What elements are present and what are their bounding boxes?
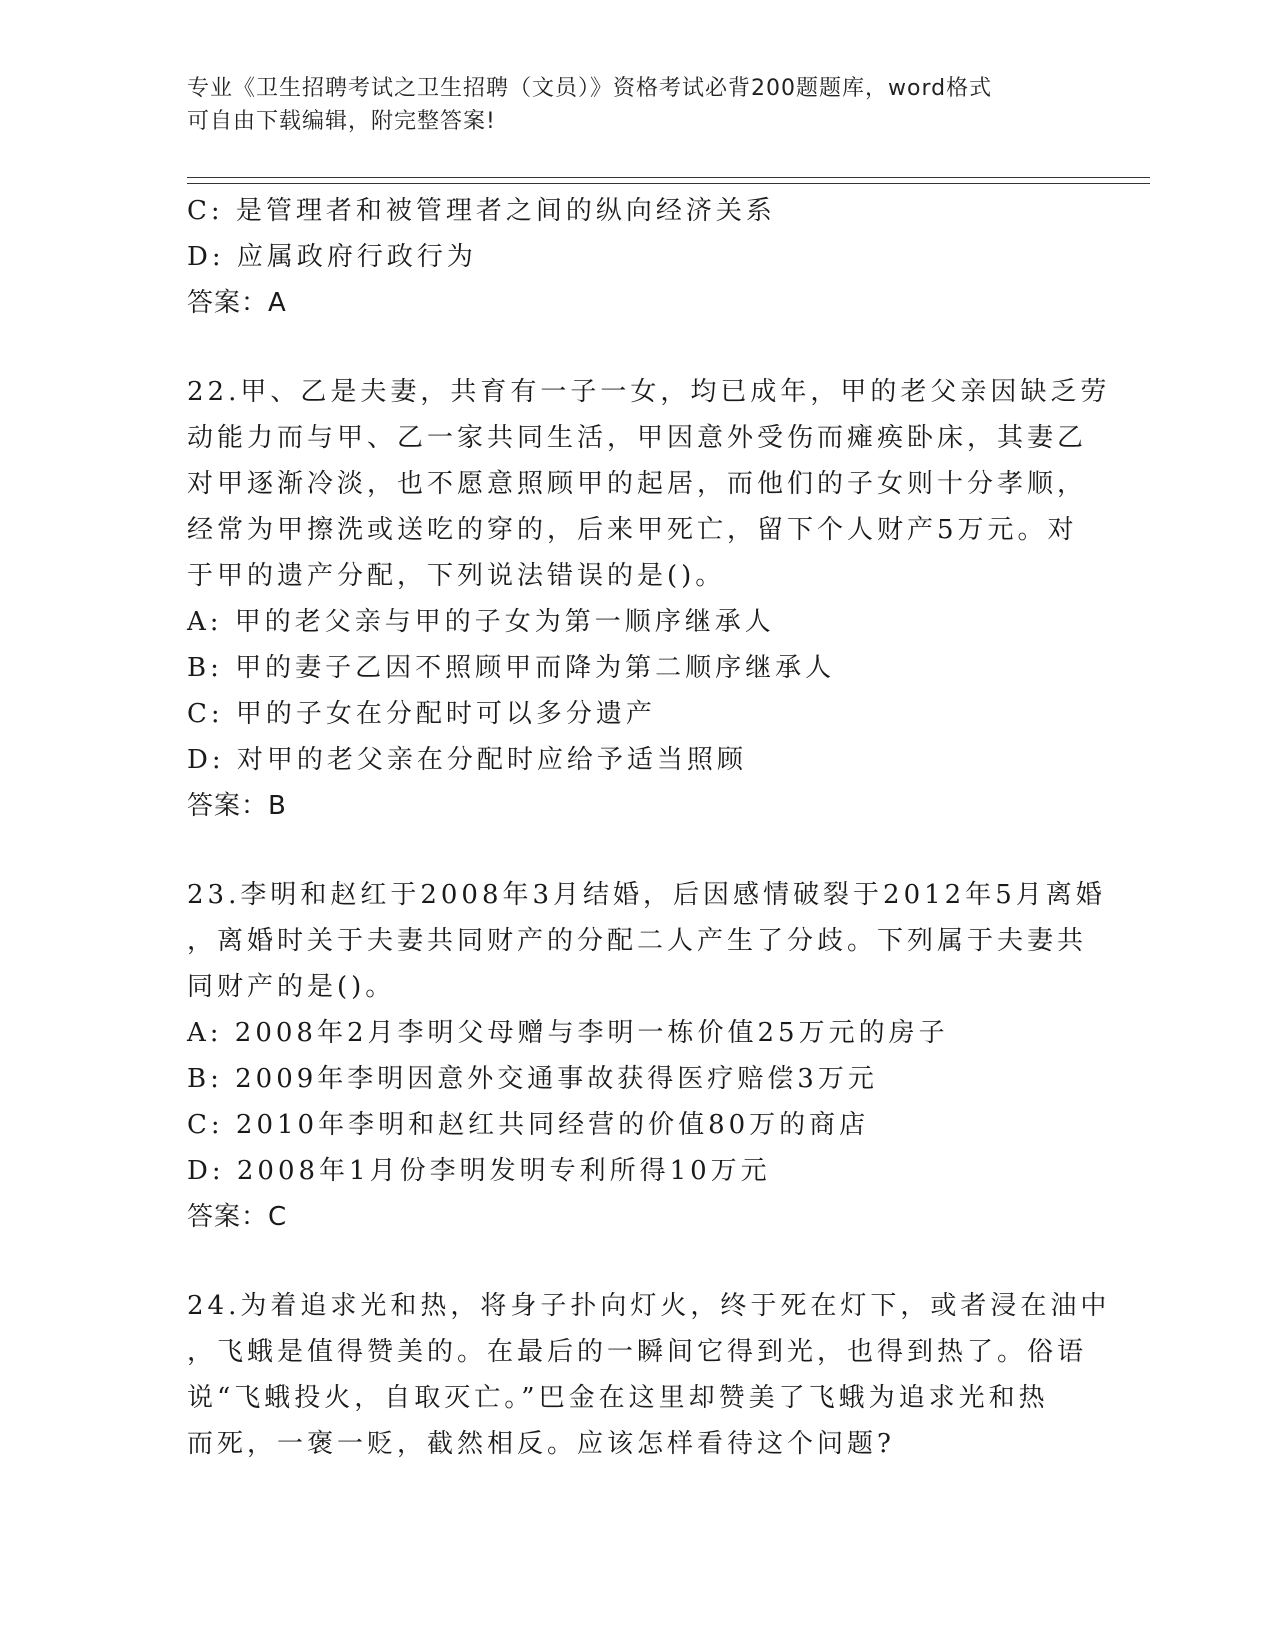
header-divider-top xyxy=(187,177,1150,178)
option-c: C: 是管理者和被管理者之间的纵向经济关系 xyxy=(187,196,776,226)
question-text-line: 经常为甲擦洗或送吃的穿的，后来甲死亡，留下个人财产5万元。对 xyxy=(187,515,1078,545)
option-d: D: 对甲的老父亲在分配时应给予适当照顾 xyxy=(187,745,747,775)
header-title-line-1: 专业《卫生招聘考试之卫生招聘（文员）》资格考试必背200题题库，word格式 xyxy=(187,76,993,101)
question-text-line: 22.甲、乙是夫妻，共育有一子一女，均已成年，甲的老父亲因缺乏劳 xyxy=(187,377,1111,407)
option-a: A: 2008年2月李明父母赠与李明一栋价值25万元的房子 xyxy=(187,1018,949,1048)
question-text-line: 对甲逐渐冷淡，也不愿意照顾甲的起居，而他们的子女则十分孝顺， xyxy=(187,469,1088,499)
question-text-line: 23.李明和赵红于2008年3月结婚，后因感情破裂于2012年5月离婚 xyxy=(187,880,1106,910)
option-b: B: 甲的妻子乙因不照顾甲而降为第二顺序继承人 xyxy=(187,653,836,683)
spacer xyxy=(187,829,1087,872)
document-header xyxy=(187,72,1067,138)
option-d: D: 2008年1月份李明发明专利所得10万元 xyxy=(187,1156,771,1186)
question-24 xyxy=(187,1283,1111,1467)
question-text-line: 而死，一褒一贬，截然相反。应该怎样看待这个问题? xyxy=(187,1429,895,1459)
option-c: C: 2010年李明和赵红共同经营的价值80万的商店 xyxy=(187,1110,870,1140)
spacer xyxy=(187,326,1087,369)
question-text-line: 于甲的遗产分配，下列说法错误的是()。 xyxy=(187,561,726,591)
option-d: D: 应属政府行政行为 xyxy=(187,242,477,272)
question-text-line: 同财产的是()。 xyxy=(187,972,396,1002)
answer-line: 答案：C xyxy=(187,1202,288,1232)
question-22 xyxy=(187,369,1111,829)
option-c: C: 甲的子女在分配时可以多分遗产 xyxy=(187,699,656,729)
header-divider-bottom xyxy=(187,183,1150,184)
option-b: B: 2009年李明因意外交通事故获得医疗赔偿3万元 xyxy=(187,1064,878,1094)
header-title-line-2: 可自由下载编辑，附完整答案! xyxy=(187,109,496,134)
question-text-line: 24.为着追求光和热，将身子扑向灯火，终于死在灯下，或者浸在油中 xyxy=(187,1291,1111,1321)
answer-line: 答案：A xyxy=(187,288,287,318)
question-23 xyxy=(187,872,1106,1240)
question-text-line: ，飞蛾是值得赞美的。在最后的一瞬间它得到光，也得到热了。俗语 xyxy=(187,1337,1088,1367)
answer-line: 答案：B xyxy=(187,791,287,821)
spacer xyxy=(187,1240,1087,1283)
option-a: A: 甲的老父亲与甲的子女为第一顺序继承人 xyxy=(187,607,775,637)
question-list xyxy=(187,188,1111,1467)
question-text-line: ，离婚时关于夫妻共同财产的分配二人产生了分歧。下列属于夫妻共 xyxy=(187,926,1088,956)
question-text-line: 说“飞蛾投火，自取灭亡。”巴金在这里却赞美了飞蛾为追求光和热 xyxy=(187,1383,1049,1413)
question-text-line: 动能力而与甲、乙一家共同生活，甲因意外受伤而瘫痪卧床，其妻乙 xyxy=(187,423,1088,453)
question-21-tail xyxy=(187,188,1087,326)
